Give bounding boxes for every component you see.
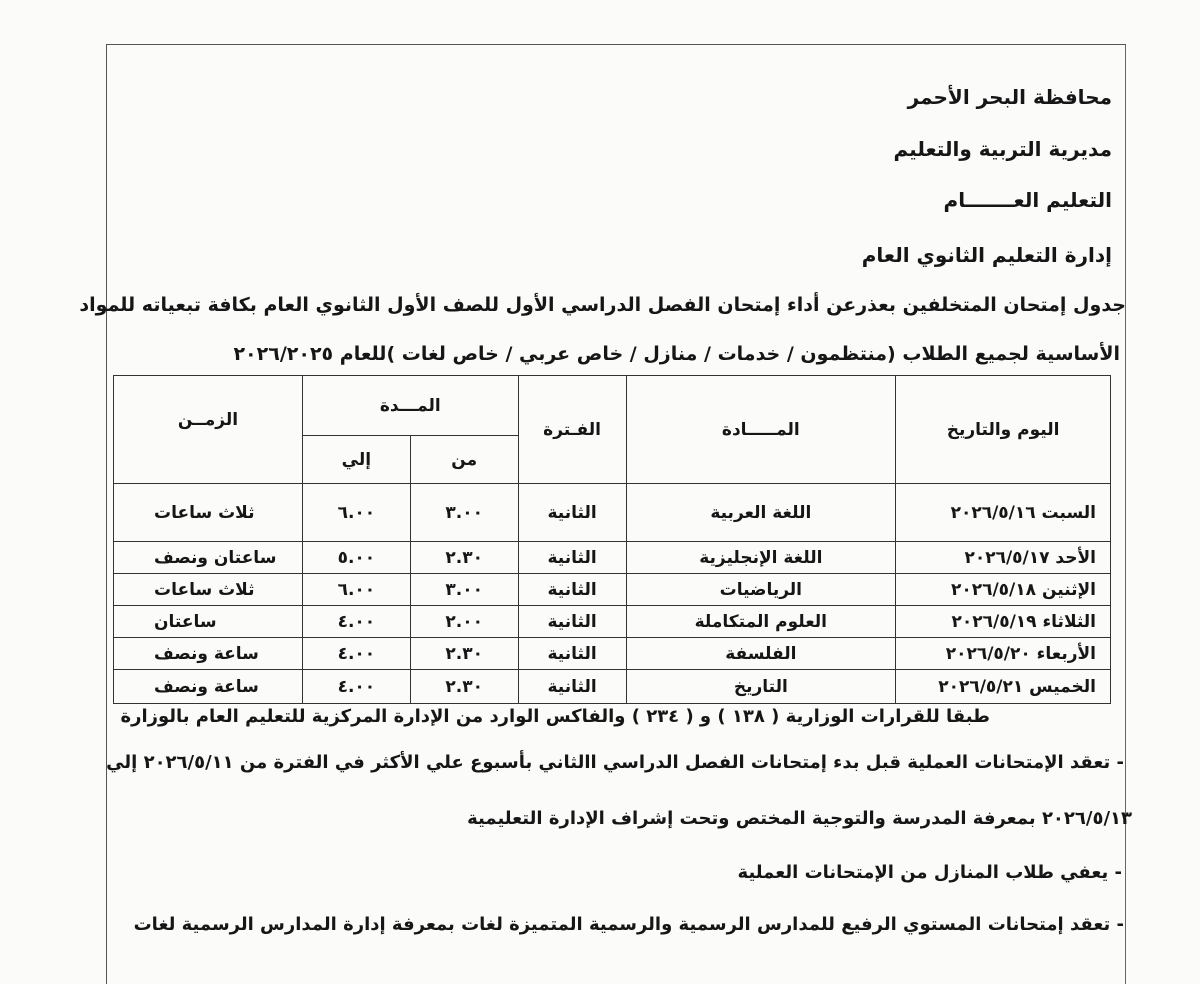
schedule-title-line1: جدول إمتحان المتخلفين بعذرعن أداء إمتحان الفصل الدراسي الأول للصف الأول الثانوي العام بكافة تبعياته للمواد — [79, 294, 1126, 316]
table-row — [114, 606, 1111, 638]
cell-to: ٤.٠٠ — [302, 638, 410, 670]
cell-day: الخميس ٢٠٢٦/٥/٢١ — [896, 670, 1111, 704]
cell-to: ٥.٠٠ — [302, 542, 410, 574]
cell-from: ٣.٠٠ — [410, 484, 518, 542]
table-row — [114, 574, 1111, 606]
decree-note: طبقا للقرارات الوزارية ( ١٣٨ ) و ( ٢٣٤ ) والفاكس الوارد من الإدارة المركزية للتعليم العام بالوزارة — [120, 706, 990, 727]
cell-period: الثانية — [518, 606, 626, 638]
header-duration-group: المـــدة — [302, 376, 518, 436]
cell-subject: التاريخ — [626, 670, 896, 704]
cell-from: ٢.٣٠ — [410, 638, 518, 670]
cell-from: ٢.٣٠ — [410, 670, 518, 704]
header-subject: المـــــادة — [626, 376, 896, 484]
cell-duration: ساعة ونصف — [114, 638, 303, 670]
advanced-level-note: - تعقد إمتحانات المستوي الرفيع للمدارس الرسمية والرسمية المتميزة لغات بمعرفة إدارة المدارس الرسمية لغات — [133, 914, 1124, 935]
cell-to: ٤.٠٠ — [302, 606, 410, 638]
cell-day: الإثنين ٢٠٢٦/٥/١٨ — [896, 574, 1111, 606]
cell-day: الأحد ٢٠٢٦/٥/١٧ — [896, 542, 1111, 574]
cell-duration: ثلاث ساعات — [114, 574, 303, 606]
cell-day: الثلاثاء ٢٠٢٦/٥/١٩ — [896, 606, 1111, 638]
cell-to: ٦.٠٠ — [302, 484, 410, 542]
cell-duration: ساعتان ونصف — [114, 542, 303, 574]
cell-subject: الرياضيات — [626, 574, 896, 606]
header-time: الزمــن — [114, 376, 303, 484]
cell-from: ٢.٠٠ — [410, 606, 518, 638]
cell-day: السبت ٢٠٢٦/٥/١٦ — [896, 484, 1111, 542]
table-row — [114, 670, 1111, 704]
cell-to: ٦.٠٠ — [302, 574, 410, 606]
table-header-row — [114, 376, 1111, 436]
governorate-label: محافظة البحر الأحمر — [907, 85, 1112, 109]
cell-period: الثانية — [518, 638, 626, 670]
schedule-title-line2: الأساسية لجميع الطلاب (منتظمون / خدمات / منازل / خاص عربي / خاص لغات )للعام ٢٠٢٦/٢٠٢٥ — [233, 343, 1120, 365]
cell-period: الثانية — [518, 574, 626, 606]
cell-duration: ساعة ونصف — [114, 670, 303, 704]
cell-day: الأربعاء ٢٠٢٦/٥/٢٠ — [896, 638, 1111, 670]
home-students-note: - يعفي طلاب المنازل من الإمتحانات العملية — [737, 862, 1122, 883]
header-from: من — [410, 436, 518, 484]
general-education-label: التعليم العـــــــام — [943, 188, 1112, 212]
cell-from: ٣.٠٠ — [410, 574, 518, 606]
cell-period: الثانية — [518, 484, 626, 542]
exam-schedule-table — [113, 375, 1111, 704]
cell-period: الثانية — [518, 542, 626, 574]
practical-exam-note-line2: ٢٠٢٦/٥/١٣ بمعرفة المدرسة والتوجية المختص وتحت إشراف الإدارة التعليمية — [467, 808, 1132, 829]
administration-label: إدارة التعليم الثانوي العام — [861, 243, 1112, 267]
cell-subject: اللغة العربية — [626, 484, 896, 542]
cell-duration: ثلاث ساعات — [114, 484, 303, 542]
cell-subject: الفلسفة — [626, 638, 896, 670]
header-period: الفـترة — [518, 376, 626, 484]
cell-period: الثانية — [518, 670, 626, 704]
directorate-label: مديرية التربية والتعليم — [893, 137, 1112, 161]
cell-subject: اللغة الإنجليزية — [626, 542, 896, 574]
cell-duration: ساعتان — [114, 606, 303, 638]
table-row — [114, 542, 1111, 574]
practical-exam-note-line1: - تعقد الإمتحانات العملية قبل بدء إمتحانات الفصل الدراسي االثاني بأسبوع علي الأكثر في الفترة من ٢٠٢٦/٥/١١ إلي — [106, 752, 1124, 773]
cell-from: ٢.٣٠ — [410, 542, 518, 574]
header-to: إلي — [302, 436, 410, 484]
cell-to: ٤.٠٠ — [302, 670, 410, 704]
header-day-date: اليوم والتاريخ — [896, 376, 1111, 484]
table-row — [114, 484, 1111, 542]
cell-subject: العلوم المتكاملة — [626, 606, 896, 638]
table-row — [114, 638, 1111, 670]
